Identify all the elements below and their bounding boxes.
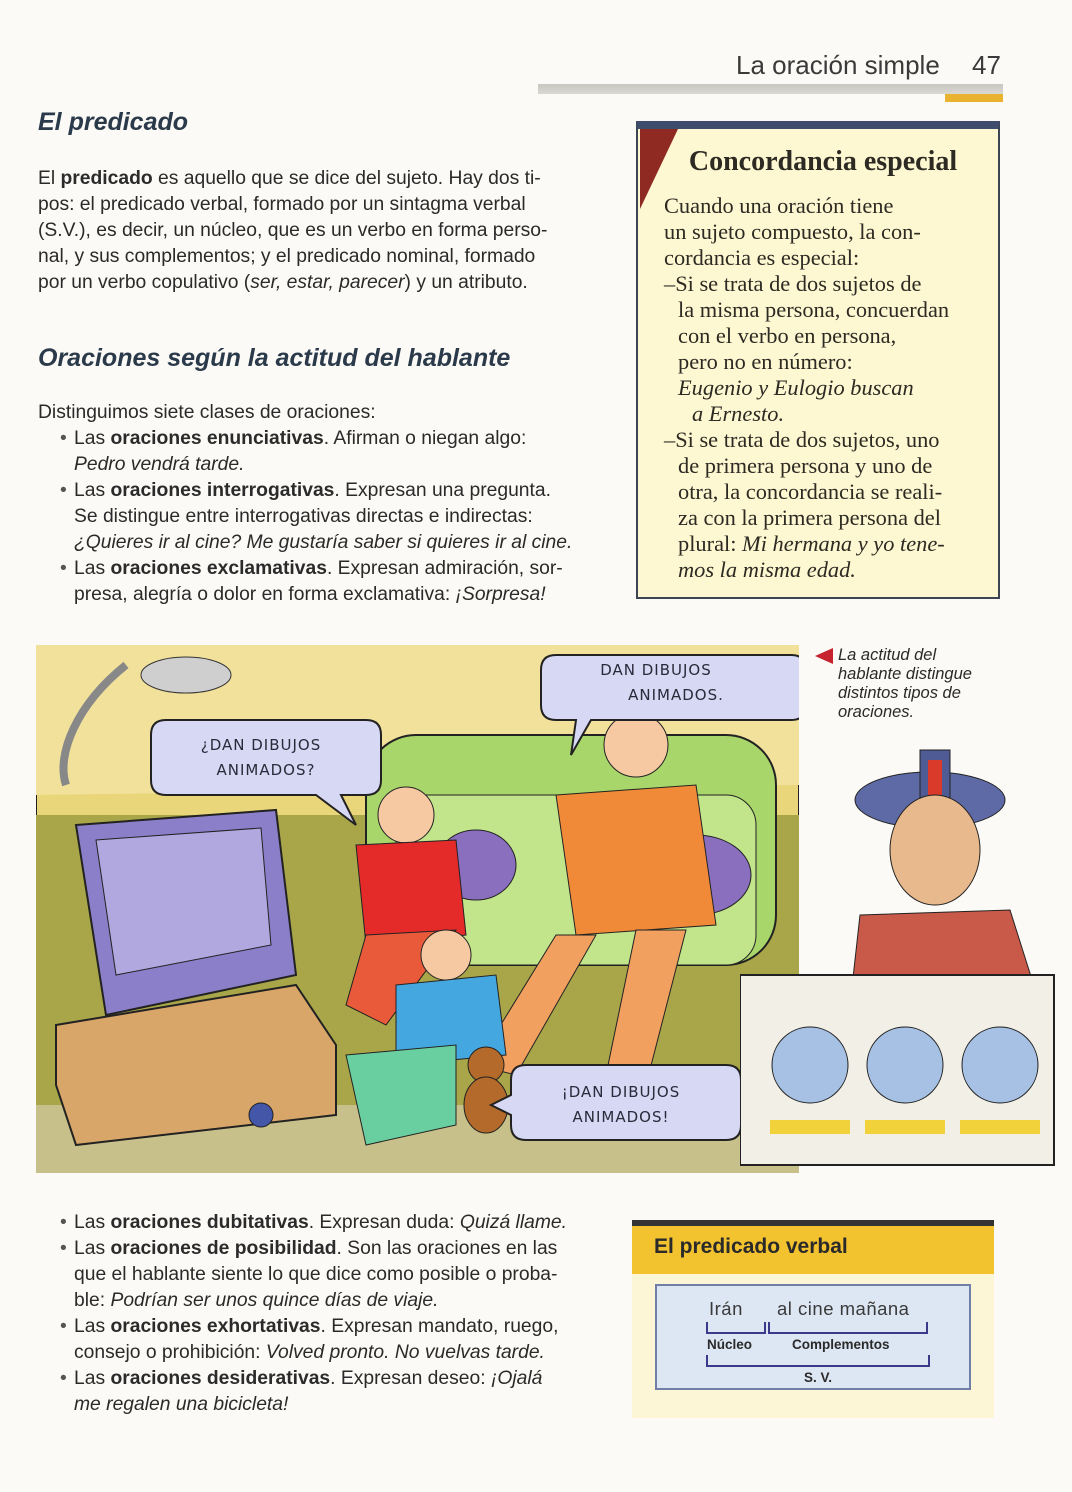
list-intro: Distinguimos siete clases de oraciones: — [38, 402, 376, 423]
kid-red — [378, 787, 434, 843]
concordancia-title: Concordancia especial — [688, 146, 958, 177]
text-line: Cuando una oración tiene — [664, 193, 894, 218]
text-line: la misma persona, concuerdan — [678, 297, 950, 322]
page-number: 47 — [972, 50, 1001, 80]
list-item: • Las oraciones de posibilidad. Son las oraciones en las que el hablante siente lo que dice como posible o proba- ble: Podrían ser unos quince días de viaje. — [52, 1236, 612, 1314]
speech-bubble-exclamative — [491, 1065, 741, 1140]
heading-el-predicado: El predicado — [38, 108, 189, 136]
label-sv: S. V. — [804, 1370, 833, 1385]
header-rule — [538, 84, 1003, 94]
text-line: (S.V.), es decir, un núcleo, que es un verbo en forma perso- — [38, 220, 548, 241]
bubble-text-line: ANIMADOS? — [216, 761, 316, 779]
heading-oraciones-actitud: Oraciones según la actitud del hablante — [38, 344, 511, 372]
bubble-text-line: ¿DAN DIBUJOS — [200, 736, 322, 754]
man-figure — [604, 713, 668, 777]
diagram-word-nucleus: Irán — [709, 1298, 743, 1319]
text-line: un sujeto compuesto, la con- — [664, 219, 921, 244]
text-line: –Si se trata de dos sujetos de — [664, 271, 922, 296]
example-text: mos la misma edad. — [678, 557, 856, 582]
diagram-word-complements: al cine mañana — [777, 1298, 910, 1319]
text-line: pero no en número: — [678, 349, 853, 374]
kid-blue — [421, 930, 471, 980]
concordancia-body: Cuando una oración tiene un sujeto compuesto, la con- cordancia es especial: –Si se trata de dos sujetos de la misma persona, concuerdan con el verbo en persona, pero no en número: Eugenio y Eulogio buscan a Ernesto. –Si se trata de dos sujetos, uno de primera persona y uno de otra, la concordancia se reali- za con la primera persona del plural: Mi hermana y yo tene- mos la misma edad. — [664, 193, 994, 583]
example-text: a Ernesto. — [692, 401, 785, 426]
illustration-caption: La actitud del hablante distingue distintos tipos de oraciones. — [838, 646, 972, 721]
text-line: cordancia es especial: — [664, 245, 860, 270]
list-item: • Las oraciones dubitativas. Expresan duda: Quizá llame. — [52, 1210, 612, 1236]
bubble-text-line: ANIMADOS. — [628, 686, 724, 704]
text-line: El predicado es aquello que se dice del sujeto. Hay dos ti- — [38, 168, 541, 189]
bracket-complements — [768, 1322, 928, 1334]
running-title: La oración simple — [736, 50, 940, 80]
predicado-verbal-title: El predicado verbal — [654, 1235, 848, 1258]
bubble-text-line: DAN DIBUJOS — [600, 661, 712, 679]
paragraph-predicado — [38, 166, 608, 296]
label-nucleo: Núcleo — [707, 1337, 753, 1352]
bracket-sv — [706, 1355, 930, 1367]
list-item: • Las oraciones exclamativas. Expresan admiración, sor- presa, alegría o dolor en forma exclamativa: ¡Sorpresa! — [52, 556, 608, 608]
list-oraciones-1 — [38, 400, 608, 608]
bracket-nucleus — [706, 1322, 766, 1334]
caption-arrow-icon — [815, 648, 833, 664]
bubble-text-line: ANIMADOS! — [572, 1108, 670, 1126]
woman-drawing-illustration — [740, 745, 1064, 1170]
living-room-illustration — [36, 645, 799, 1173]
text-line: pos: el predicado verbal, formado por un sintagma verbal — [38, 194, 526, 215]
text-line: nal, y sus complementos; y el predicado nominal, formado — [38, 246, 536, 267]
label-complementos: Complementos — [792, 1337, 890, 1352]
list-item: • Las oraciones interrogativas. Expresan una pregunta. Se distingue entre interrogativas directas e indirectas: ¿Quieres ir al cine? Me gustaría saber si quieres ir al cine. — [52, 478, 608, 556]
example-text: Eugenio y Eulogio buscan — [678, 375, 914, 400]
list-item: • Las oraciones exhortativas. Expresan mandato, ruego, consejo o prohibición: Volved pronto. No vuelvas tarde. — [52, 1314, 612, 1366]
bubble-text-line: ¡DAN DIBUJOS — [561, 1083, 681, 1101]
text-line: za con la primera persona del — [678, 505, 941, 530]
list-item: • Las oraciones enunciativas. Afirman o niegan algo: Pedro vendrá tarde. — [52, 426, 608, 478]
text-line: de primera persona y uno de — [678, 453, 933, 478]
text-line: –Si se trata de dos sujetos, uno — [664, 427, 940, 452]
list-item: • Las oraciones desiderativas. Expresan deseo: ¡Ojalá me regalen una bicicleta! — [52, 1366, 612, 1418]
text-line: con el verbo en persona, — [678, 323, 897, 348]
list-oraciones-2 — [52, 1210, 612, 1418]
text-line: otra, la concordancia se reali- — [678, 479, 943, 504]
header-accent — [945, 94, 1003, 102]
text-line: por un verbo copulativo (ser, estar, parecer) y un atributo. — [38, 272, 528, 293]
